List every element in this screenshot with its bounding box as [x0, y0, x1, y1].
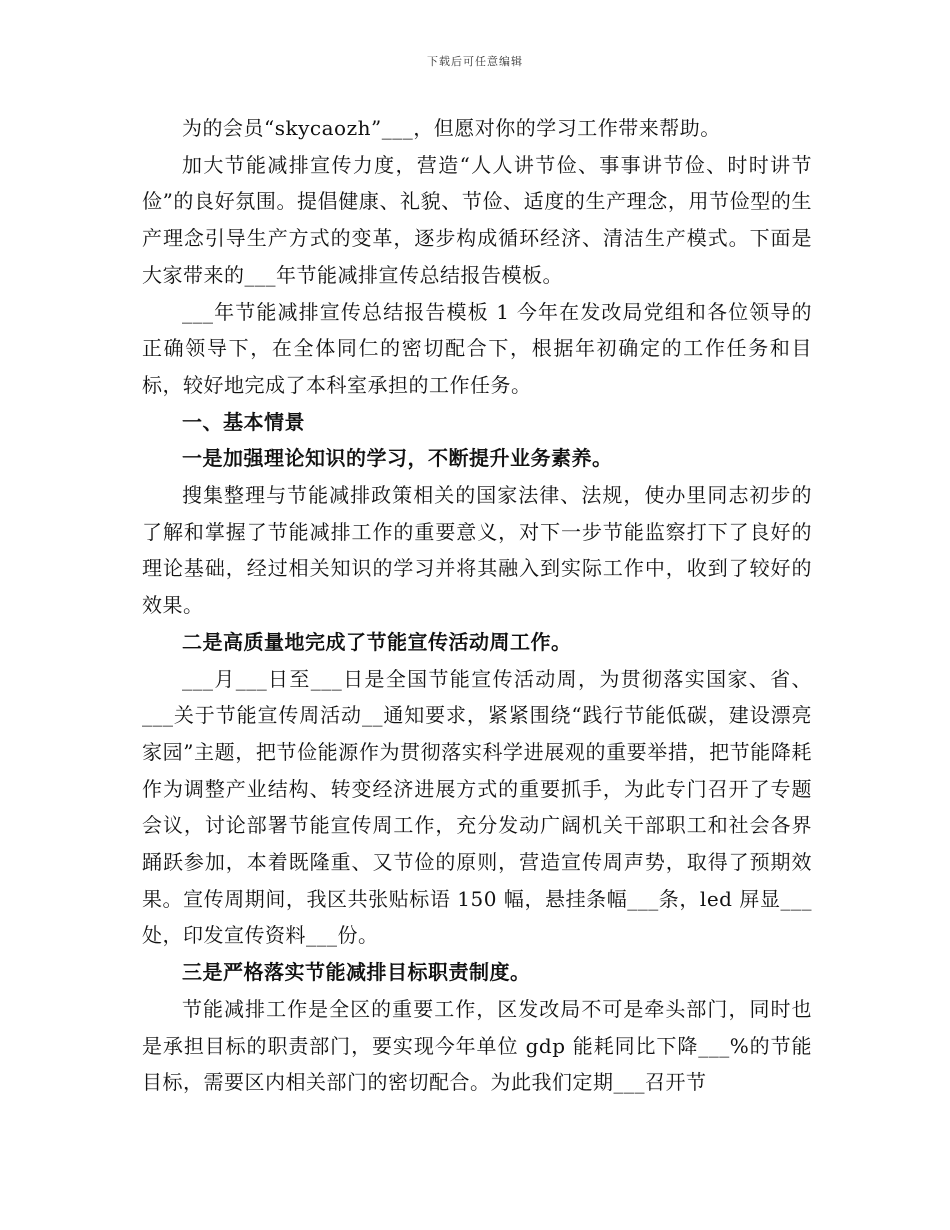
paragraph-intro: 为的会员“skycaozh”___，但愿对你的学习工作带来帮助。 [182, 116, 721, 140]
page-header: 下载后可任意编辑 [427, 55, 523, 68]
subheading-promotion-week: 二是高质量地完成了节能宣传活动周工作。 [182, 629, 572, 654]
section-heading-basic: 一、基本情景 [182, 409, 305, 434]
paragraph-promotion: 加大节能减排宣传力度，营造“人人讲节俭、事事讲节俭、时时讲节俭”的良好氛围。提倡健康、礼貌、节俭、适度的生产理念，用节俭型的生产理念引导生产方式的变革，逐步构成循环经济、清洁生产模式。下面是大家带来的___年节能减排宣传总结报告模板。 [142, 152, 812, 287]
paragraph-promotion-week: ___月___日至___日是全国节能宣传活动周，为贯彻落实国家、省、___关于节能宣传周活动__通知要求，紧紧围绕“践行节能低碳，建设漂亮家园”主题，把节俭能源作为贯彻落实科学进展观的重要举措，把节能降耗作为调整产业结构、转变经济进展方式的重要抓手，为此专门召开了专题会议，讨论部署节能宣传周工作，充分发动广阔机关干部职工和社会各界踊跃参加，本着既隆重、又节俭的原则，营造宣传周声势，取得了预期效果。宣传周期间，我区共张贴标语 150 幅，悬挂条幅___条，led 屏显___处，印发宣传资料___份。 [142, 666, 812, 948]
paragraph-target-responsibility: 节能减排工作是全区的重要工作，区发改局不可是牵头部门，同时也是承担目标的职责部门，要实现今年单位 gdp 能耗同比下降___%的节能目标，需要区内相关部门的密切配合。为此我们定期___召开节 [142, 996, 812, 1095]
subheading-theory-study: 一是加强理论知识的学习，不断提升业务素养。 [182, 446, 613, 471]
subheading-target-responsibility: 三是严格落实节能减排目标职责制度。 [182, 960, 531, 985]
paragraph-report-intro: ___年节能减排宣传总结报告模板 1 今年在发改局党组和各位领导的正确领导下，在全体同仁的密切配合下，根据年初确定的工作任务和目标，较好地完成了本科室承担的工作任务。 [142, 299, 812, 397]
document-body [142, 110, 812, 1101]
paragraph-theory-study: 搜集整理与节能减排政策相关的国家法律、法规，使办里同志初步的了解和掌握了节能减排工作的重要意义，对下一步节能监察打下了良好的理论基础，经过相关知识的学习并将其融入到实际工作中，收到了较好的效果。 [142, 483, 812, 618]
